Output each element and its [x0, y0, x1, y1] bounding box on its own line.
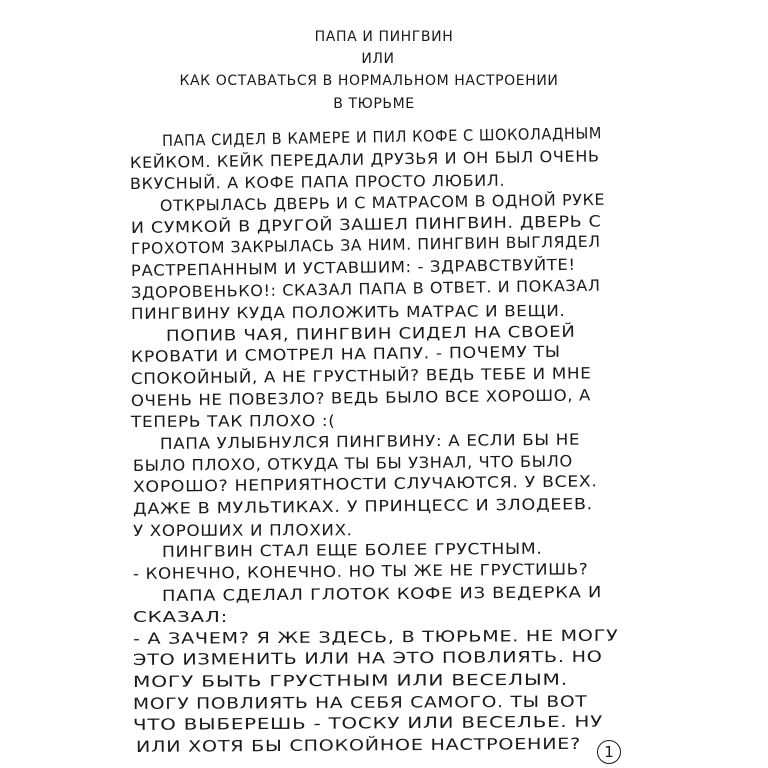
story-line: СКАЗАЛ: — [133, 608, 229, 627]
story-line: МОГУ ПОВЛИЯТЬ НА СЕБЯ САМОГО. ТЫ ВОТ — [132, 692, 588, 713]
title-line-4: В ТЮРЬМЕ — [333, 96, 415, 112]
story-line: ПАПА УЛЫБНУЛСЯ ПИНГВИНУ: А ЕСЛИ БЫ НЕ — [159, 430, 581, 453]
story-line: ПИНГВИН СТАЛ ЕЩЕ БОЛЕЕ ГРУСТНЫМ. — [161, 539, 543, 562]
story-line: ОТКРЫЛАСЬ ДВЕРЬ И С МАТРАСОМ В ОДНОЙ РУКЕ — [159, 190, 606, 215]
story-line: ГРОХОТОМ ЗАКРЫЛАСЬ ЗА НИМ. ПИНГВИН ВЫГЛЯДЕЛ — [130, 232, 601, 259]
title-line-1: ПАПА И ПИНГВИН — [314, 29, 454, 45]
title-line-2: ИЛИ — [361, 51, 395, 67]
title-line-3: КАК ОСТАВАТЬСЯ В НОРМАЛЬНОМ НАСТРОЕНИИ — [179, 73, 559, 89]
story-line: РАСТРЕПАННЫМ И УСТАВШИМ: - ЗДРАВСТВУЙТЕ! — [130, 255, 576, 280]
story-line: ЧТО ВЫБЕРЕШЬ - ТОСКУ ИЛИ ВЕСЕЛЬЕ. НУ — [132, 713, 604, 735]
story-line: ПОПИВ ЧАЯ, ПИНГВИН СИДЕЛ НА СВОЕЙ — [165, 322, 576, 345]
story-line: ХОРОШО? НЕПРИЯТНОСТИ СЛУЧАЮТСЯ. У ВСЕХ. — [132, 472, 598, 497]
story-line: ПАПА СИДЕЛ В КАМЕРЕ И ПИЛ КОФЕ С ШОКОЛАДНЫМ — [161, 124, 603, 150]
story-line: СПОКОЙНЫЙ, А НЕ ГРУСТНЫЙ? ВЕДЬ ТЕБЕ И МНЕ — [130, 364, 592, 389]
story-line: ПАПА СДЕЛАЛ ГЛОТОК КОФЕ ИЗ ВЕДЕРКА И — [161, 582, 603, 605]
story-line: - КОНЕЧНО, КОНЕЧНО. НО ТЫ ЖЕ НЕ ГРУСТИШЬ? — [132, 560, 589, 583]
story-line: МОГУ БЫТЬ ГРУСТНЫМ ИЛИ ВЕСЕЛЫМ. — [132, 670, 568, 692]
story-line: КРОВАТИ И СМОТРЕЛ НА ПАПУ. - ПОЧЕМУ ТЫ — [130, 343, 561, 367]
story-line: ТЕПЕРЬ ТАК ПЛОХО :( — [130, 412, 336, 432]
story-line: КЕЙКОМ. КЕЙК ПЕРЕДАЛИ ДРУЗЬЯ И ОН БЫЛ ОЧЕНЬ — [129, 147, 600, 172]
story-line: ОЧЕНЬ НЕ ПОВЕЗЛО? ВЕДЬ БЫЛО ВСЕ ХОРОШО, А — [130, 386, 592, 410]
page-number: 1 — [597, 740, 621, 764]
story-line: ВКУСНЫЙ. А КОФЕ ПАПА ПРОСТО ЛЮБИЛ. — [129, 172, 506, 194]
story-line: ЭТО ИЗМЕНИТЬ ИЛИ НА ЭТО ПОВЛИЯТЬ. НО — [132, 648, 603, 670]
story-line: ИЛИ ХОТЯ БЫ СПОКОЙНОЕ НАСТРОЕНИЕ? — [135, 734, 582, 756]
story-line: ЗДОРОВЕНЬКО!: СКАЗАЛ ПАПА В ОТВЕТ. И ПОКАЗАЛ — [130, 276, 601, 302]
story-line: БЫЛО ПЛОХО, ОТКУДА ТЫ БЫ УЗНАЛ, ЧТО БЫЛО — [132, 452, 573, 475]
story-line: У ХОРОШИХ И ПЛОХИХ. — [132, 520, 353, 540]
story-line: И СУМКОЙ В ДРУГОЙ ЗАШЕЛ ПИНГВИН. ДВЕРЬ С — [130, 211, 602, 237]
story-line: - А ЗАЧЕМ? Я ЖЕ ЗДЕСЬ, В ТЮРЬМЕ. НЕ МОГУ — [132, 626, 619, 648]
story-line: ПИНГВИНУ КУДА ПОЛОЖИТЬ МАТРАС И ВЕЩИ. — [130, 302, 566, 324]
story-line: ДАЖЕ В МУЛЬТИКАХ. У ПРИНЦЕСС И ЗЛОДЕЕВ. — [132, 495, 593, 518]
